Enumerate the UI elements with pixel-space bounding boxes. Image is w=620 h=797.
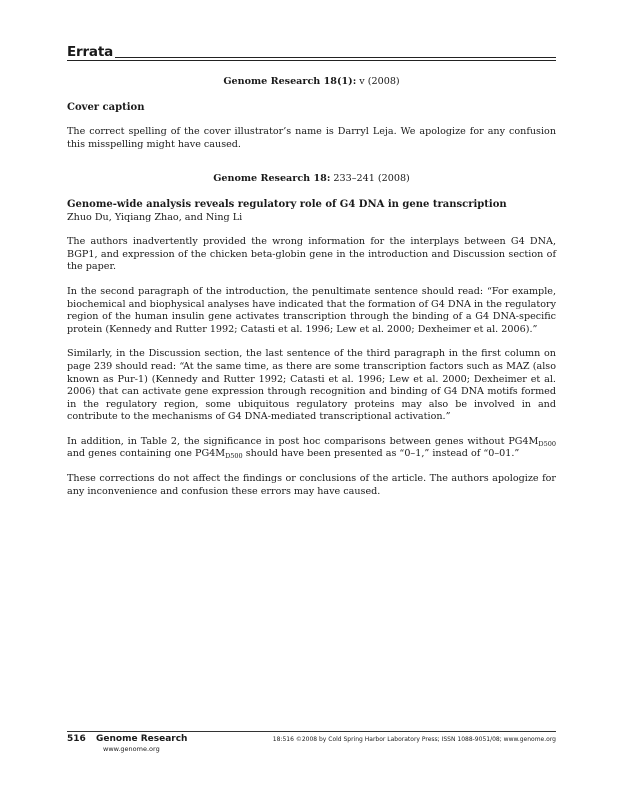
erratum-1-citation — [67, 76, 556, 89]
erratum-2-paragraph-2: In the second paragraph of the introduction, the penultimate sentence should read: “For example, biochemical and biophysical analyses have indicated that the formation of G4 DNA in the regulatory region of the human insulin gene activates transcription through the binding of a G4 DNA-specific protein (Kennedy and Rutter 1992; Catasti et al. 1996; Lew et al. 2000; Dexheimer et al. 2006).” — [67, 285, 557, 335]
citation-detail: 233–241 (2008) — [330, 173, 410, 185]
errata-content — [67, 76, 556, 510]
article-title: Genome-wide analysis reveals regulatory role of G4 DNA in gene transcription — [67, 198, 507, 210]
section-title: Errata — [67, 44, 114, 60]
p4-text-c: should have been presented as “0–1,” instead of “0–01.” — [242, 448, 520, 460]
erratum-1-heading: Cover caption — [67, 101, 145, 113]
p4-subscript-2: D500 — [225, 452, 243, 461]
p4-text-b: and genes containing one PG4M — [67, 448, 226, 460]
page-number: 516 — [67, 734, 86, 744]
erratum-1-paragraph: The correct spelling of the cover illustrator’s name is Darryl Leja. We apologize for any confusion this misspelling might have caused. — [67, 126, 556, 150]
citation-detail: v (2008) — [356, 76, 400, 87]
citation-journal: Genome Research 18(1): — [223, 76, 357, 87]
header-rule — [67, 57, 556, 61]
erratum-2-paragraph-3: Similarly, in the Discussion section, the last sentence of the third paragraph in the first column on page 239 should read: “At the same time, as there are some transcription factors such as MAZ (also known as Pur-1) (Kennedy and Rutter 1992; Catasti et al. 1996; Lew et al. 2000; Dexheimer et al. 2006) that can activate gene expression through recognition and binding of G4 DNA motifs formed in the regulatory region, some ubiquitous regulatory proteins may also be involved in and contribute to the mechanisms of G4 DNA-mediated transcriptional activation.” — [67, 348, 556, 423]
p4-subscript-1: D500 — [538, 439, 556, 448]
errata-header — [67, 43, 556, 65]
erratum-2-paragraph-4 — [67, 436, 556, 461]
citation-journal: Genome Research 18: — [213, 173, 331, 185]
footer-copyright: 18:516 ©2008 by Cold Spring Harbor Laboratory Press; ISSN 1088-9051/08; www.genome.org — [272, 736, 556, 743]
footer-website: www.genome.org — [103, 745, 160, 753]
article-authors: Zhuo Du, Yiqiang Zhao, and Ning Li — [67, 211, 243, 223]
p4-text-a: In addition, in Table 2, the significance in post hoc comparisons between genes without PG4M — [67, 435, 539, 447]
erratum-2-paragraph-1: The authors inadvertently provided the wrong information for the interplays between G4 DNA, BGP1, and expression of the chicken beta-globin gene in the introduction and Discussion section of the paper. — [67, 236, 556, 273]
footer-rule — [67, 731, 556, 732]
erratum-2-paragraph-5: These corrections do not affect the findings or conclusions of the article. The authors apologize for any inconvenience and confusion these errors may have caused. — [67, 473, 556, 497]
erratum-2-citation — [67, 173, 556, 186]
footer-journal-name: Genome Research — [96, 734, 188, 744]
